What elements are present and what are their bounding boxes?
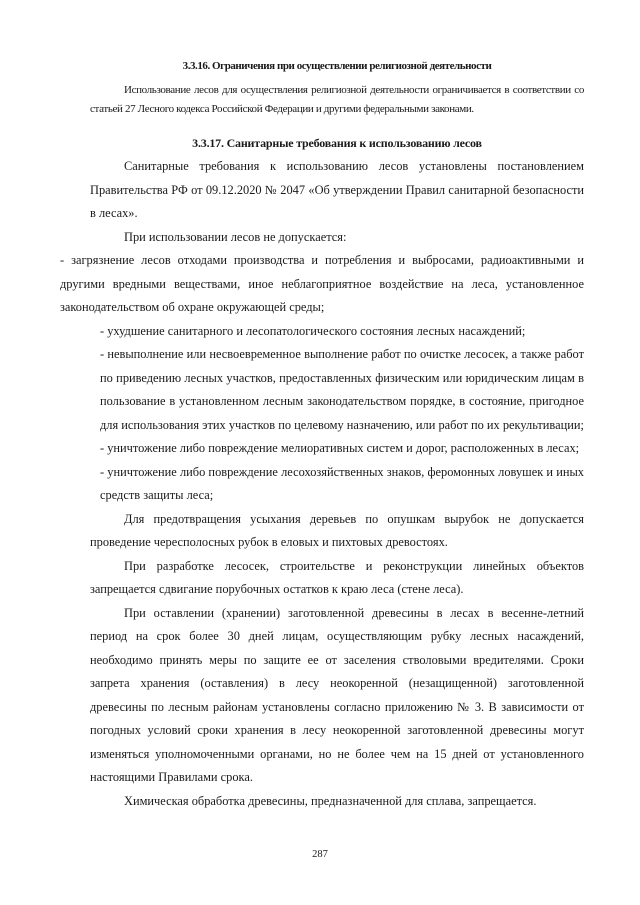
not-allowed-intro: При использовании лесов не допускается: bbox=[124, 229, 347, 244]
sanitary-requirements-intro: Санитарные требования к использованию лесов установлены постановлением Правительства РФ от 09.12.2020 № 2047 «Об утверждении Правил санитарной безопасности в лесах». bbox=[90, 159, 584, 220]
list-item-deterioration: - ухудшение санитарного и лесопатологического состояния лесных насаждений; bbox=[100, 323, 526, 338]
section-heading-3-3-17: 3.3.17. Санитарные требования к использованию лесов bbox=[192, 136, 482, 150]
list-item-non-cleaning: - невыполнение или несвоевременное выполнение работ по очистке лесосек, а также работ по приведению лесных участков, предоставленных физическим или юридическим лицам в пользование в установленном лесным законодательством порядке, в состояние, пригодное для использования этих участков по целевому назначению, или работ по их рекультивации; bbox=[100, 347, 584, 432]
list-item-reclamation-systems: - уничтожение либо повреждение мелиоративных систем и дорог, расположенных в лесах; bbox=[100, 441, 580, 455]
chemical-treatment-paragraph: Химическая обработка древесины, предназначенной для сплава, запрещается. bbox=[124, 793, 537, 808]
timber-storage-paragraph: При оставлении (хранении) заготовленной древесины в лесах в весенне-летний период на срок более 30 дней лицам, осуществляющим рубку лесных насаждений, необходимо принять меры по защите ее от заселения стволовыми вредителями. Сроки запрета хранения (оставления) в лесу неокоренной (незащищенной) заготовленной древесины по лесным районам установлены согласно приложению № 3. В зависимости от погодных условий сроки хранения в лесу неокоренной заготовленной древесины могут изменяться уполномоченными органами, но не более чем на 15 дней от установленного настоящими Правилами срока. bbox=[90, 605, 584, 784]
section-heading-3-3-16: 3.3.16. Ограничения при осуществлении религиозной деятельности bbox=[182, 60, 492, 72]
document-page bbox=[60, 58, 584, 813]
page-number: 287 bbox=[312, 849, 328, 860]
religious-activity-paragraph: Использование лесов для осуществления религиозной деятельности ограничивается в соответствии со статьей 27 Лесного кодекса Российской Федерации и другими федеральными законами. bbox=[90, 84, 584, 115]
logging-residue-paragraph: При разработке лесосек, строительстве и реконструкции линейных объектов запрещается сдвигание порубочных остатков к краю леса (стене леса). bbox=[90, 558, 584, 596]
list-item-forest-signs: - уничтожение либо повреждение лесохозяйственных знаков, феромонных ловушек и иных средств защиты леса; bbox=[100, 464, 584, 502]
list-item-pollution: - загрязнение лесов отходами производства и потребления и выбросами, радиоактивными и другими вредными веществами, иное неблагоприятное воздействие на леса, установленное законодательством об охране окружающей среды; bbox=[60, 253, 584, 314]
drying-prevention-paragraph: Для предотвращения усыхания деревьев по опушкам вырубок не допускается проведение чересполосных рубок в еловых и пихтовых древостоях. bbox=[90, 511, 584, 549]
